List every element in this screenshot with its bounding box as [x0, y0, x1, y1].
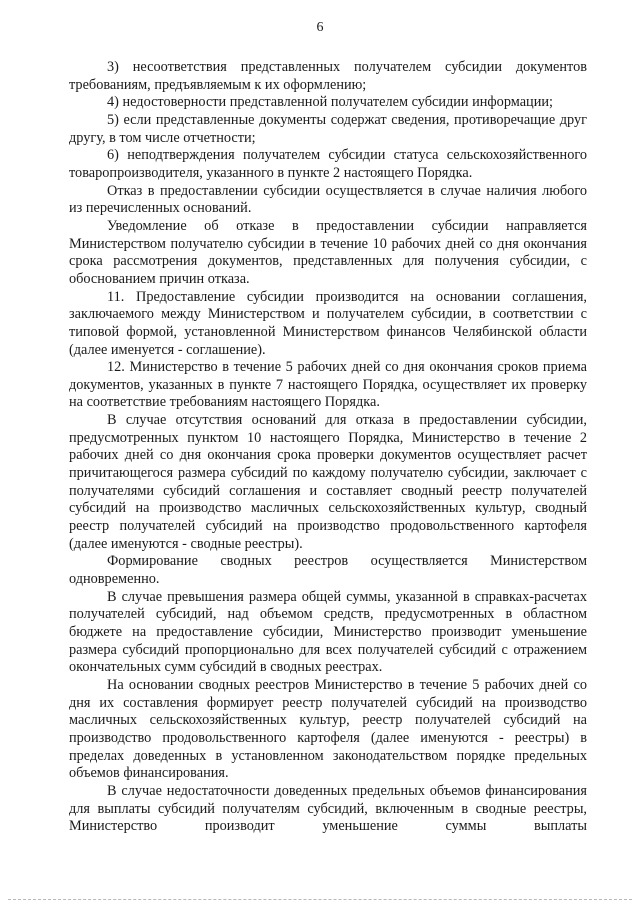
paragraph-insufficiency: В случае недостаточности доведенных предельных объемов финансирования для выплаты субсидий получателям субсидий, включенным в сводные реестры, Министерство производит уменьшение суммы выплаты: [69, 782, 587, 835]
paragraph-clause-12: 12. Министерство в течение 5 рабочих дней со дня окончания сроков приема документов, указанных в пункте 7 настоящего Порядка, осуществляет их проверку на соответствие требованиям настоящего Порядка.: [69, 359, 587, 411]
bottom-divider: [8, 899, 632, 900]
document-body: [69, 59, 587, 836]
paragraph-item-5: 5) если представленные документы содержат сведения, противоречащие друг другу, в том числе отчетности;: [69, 111, 587, 146]
paragraph-calculation: В случае отсутствия оснований для отказа в предоставлении субсидии, предусмотренных пунктом 10 настоящего Порядка, Министерство в течение 2 рабочих дней со дня окончания срока проверки документов осуществляет расчет причитающегося размера субсидий по каждому получателю субсидии, заключает с получателями субсидий соглашения и составляет сводный реестр получателей субсидий на производство масличных сельскохозяйственных культур, сводный реестр получателей субсидий на производство продовольственного картофеля (далее именуются - сводные реестры).: [69, 412, 587, 552]
paragraph-formation: Формирование сводных реестров осуществляется Министерством одновременно.: [69, 553, 587, 588]
paragraph-excess: В случае превышения размера общей суммы, указанной в справках-расчетах получателей субсидий, над объемом средств, предусмотренных в областном бюджете на предоставление субсидии, Министерство производит уменьшение размера субсидий пропорционально для всех получателей субсидий с отражением окончательных сумм субсидий в сводных реестрах.: [69, 588, 587, 676]
paragraph-refusal: Отказ в предоставлении субсидии осуществляется в случае наличия любого из перечисленных оснований.: [69, 182, 587, 217]
paragraph-item-4: 4) недостоверности представленной получателем субсидии информации;: [107, 94, 553, 111]
page-number: 6: [316, 20, 324, 35]
paragraph-clause-11: 11. Предоставление субсидии производится на основании соглашения, заключаемого между Министерством и получателем субсидии, в соответствии с типовой формой, установленной Министерством финансов Челябинской области (далее именуется - соглашение).: [69, 288, 587, 358]
paragraph-refusal-notice: Уведомление об отказе в предоставлении субсидии направляется Министерством получателю субсидии в течение 10 рабочих дней со дня окончания срока рассмотрения документов, представленных для получения субсидии, с обоснованием причин отказа.: [69, 217, 587, 287]
paragraph-item-6: 6) неподтверждения получателем субсидии статуса сельскохозяйственного товаропроизводителя, указанного в пункте 2 настоящего Порядка.: [69, 147, 587, 181]
paragraph-item-3: 3) несоответствия представленных получателем субсидии документов требованиям, предъявляемым к их оформлению;: [69, 59, 587, 93]
paragraph-registers: На основании сводных реестров Министерство в течение 5 рабочих дней со дня их составления формирует реестр получателей субсидий на производство масличных сельскохозяйственных культур, реестр получателей субсидий на производство продовольственного картофеля (далее именуются - реестры) в пределах доведенных в установленном законодательством порядке предельных объемов финансирования.: [69, 676, 587, 782]
